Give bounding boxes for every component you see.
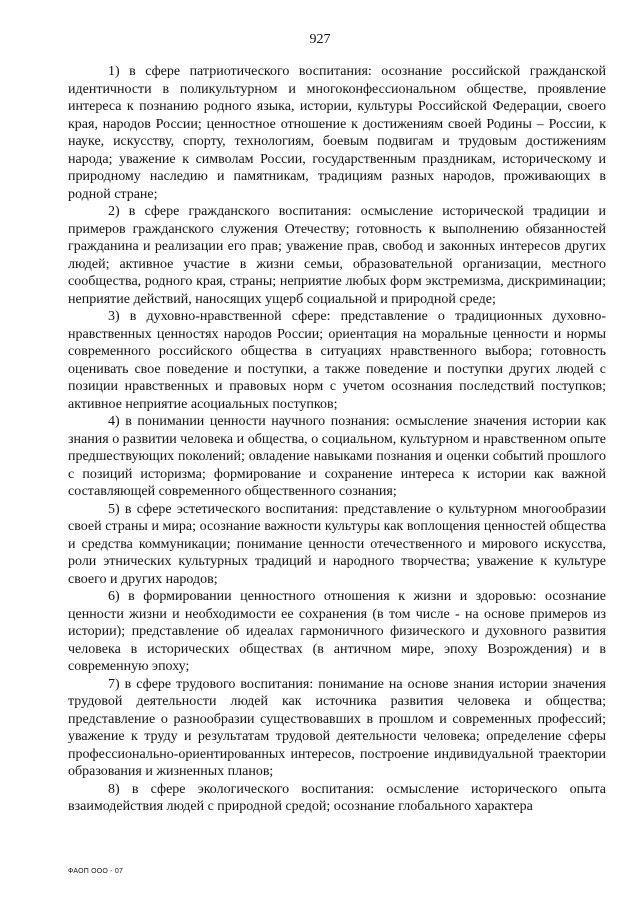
paragraph-moral: 3) в духовно-нравственной сфере: представление о традиционных духовно-нравственных ценностях народов России; ориентация на моральные ценности и нормы современного российского общества в ситуациях нравственного выбора; готовность оценивать свое поведение и поступки, а также поведение и поступки других людей с позиции нравственных и правовых норм с учетом осознания последствий поступков; активное неприятие асоциальных поступков; xyxy=(68,309,606,412)
paragraph-aesthetic: 5) в сфере эстетического воспитания: представление о культурном многообразии своей страны и мира; осознание важности культуры как воплощения ценностей общества и средства коммуникации; понимание ценности отечественного и мирового искусства, роли этнических культурных традиций и народного творчества; уважение к культуре своего и других народов; xyxy=(68,501,606,587)
page-number: 927 xyxy=(309,32,331,47)
paragraph-civic: 2) в сфере гражданского воспитания: осмысление исторической традиции и примеров гражданского служения Отечеству; готовность к выполнению обязанностей гражданина и реализации его прав; уважение прав, свобод и законных интересов других людей; активное участие в жизни семьи, образовательной организации, местного сообщества, родного края, страны; неприятие любых форм экстремизма, дискриминации; неприятие действий, наносящих ущерб социальной и природной среде; xyxy=(68,204,606,307)
footer-document-code: ФАОП ООО - 07 xyxy=(68,868,124,875)
paragraph-scientific: 4) в понимании ценности научного познания: осмысление значения истории как знания о развитии человека и общества, о социальном, культурном и нравственном опыте предшествующих поколений; овладение навыками познания и оценки событий прошлого с позиций историзма; формирование и сохранение интереса к истории как важной составляющей современного общественного сознания; xyxy=(68,414,606,499)
paragraph-labor: 7) в сфере трудового воспитания: понимание на основе знания истории значения трудовой деятельности людей как источника развития человека и общества; представление о разнообразии существовавших в прошлом и современных профессий; уважение к труду и результатам трудовой деятельности человека; определение сферы профессионально-ориентированных интересов, построение индивидуальной траектории образования и жизненных планов; xyxy=(68,676,606,779)
paragraph-health: 6) в формировании ценностного отношения к жизни и здоровью: осознание ценности жизни и необходимости ее сохранения (в том числе - на основе примеров из истории); представление об идеалах гармоничного физического и духовного развития человека в исторических обществах (в античном мире, эпоху Возрождения) и в современную эпоху; xyxy=(68,589,606,674)
paragraph-patriotic: 1) в сфере патриотического воспитания: осознание российской гражданской идентичности в поликультурном и многоконфессиональном обществе, проявление интереса к познанию родного языка, истории, культуры Российской Федерации, своего края, народов России; ценностное отношение к достижениям своей Родины – России, к науке, искусству, спорту, технологиям, боевым подвигам и трудовым достижениям народа; уважение к символам России, государственным праздникам, историческому и природному наследию и памятникам, традициям разных народов, проживающих в родной стране; xyxy=(68,64,606,202)
document-body xyxy=(68,63,606,816)
paragraph-ecological: 8) в сфере экологического воспитания: осмысление исторического опыта взаимодействия людей с природной средой; осознание глобального характера xyxy=(68,781,606,814)
